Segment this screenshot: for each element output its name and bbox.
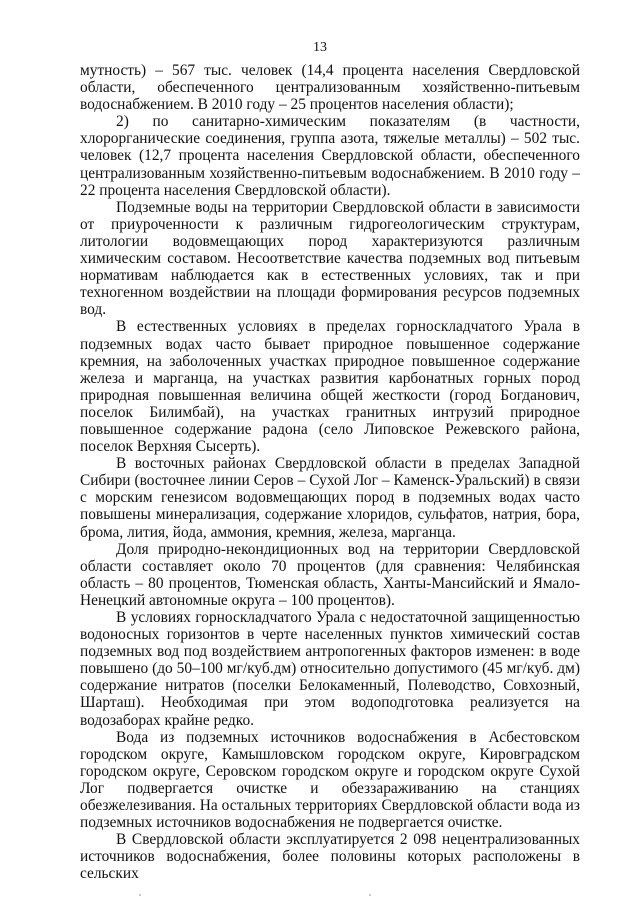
document-body <box>80 62 580 883</box>
page-number: 13 <box>313 40 327 55</box>
paragraph-7: В условиях горноскладчатого Урала с недостаточной защищенностью водоносных горизонтов в черте населенных пунктов химический состав подземных вод под воздействием антропогенных факторов изменен: в воде повышено (до 50–100 мг/куб.дм) относительно допустимого (45 мг/куб. дм) содержание нитратов (поселки Белокаменный, Полеводство, Совхозный, Шарташ). Необходимая при этом водоподготовка реализуется на водозаборах крайне редко. <box>80 609 580 729</box>
scan-specks-decoration <box>0 893 640 897</box>
paragraph-6: Доля природно-некондиционных вод на территории Свердловской области составляет около 70 процентов (для сравнения: Челябинская область – 80 процентов, Тюменская область, Ханты-Мансийский и Ямало-Ненецкий автономные округа – 100 процентов). <box>80 540 580 609</box>
paragraph-2: 2) по санитарно-химическим показателям (в частности, хлорорганические соединения, группа азота, тяжелые металлы) – 502 тыс. человек (12,7 процента населения Свердловской области, обеспеченного централизованным хозяйственно-питьевым водоснабжением. В 2010 году – 22 процента населения Свердловской области). <box>80 113 580 199</box>
paragraph-5: В восточных районах Свердловской области в пределах Западной Сибири (восточнее линии Серов – Сухой Лог – Каменск-Уральский) в связи с морским генезисом водовмещающих пород в подземных водах часто повышены минерализация, содержание хлоридов, сульфатов, натрия, бора, брома, лития, йода, аммония, кремния, железа, марганца. <box>80 455 580 541</box>
paragraph-3: Подземные воды на территории Свердловской области в зависимости от приуроченности к различным гидрогеологическим структурам, литологии водовмещающих пород характеризуются различным химическим составом. Несоответствие качества подземных вод питьевым нормативам наблюдается как в естественных условиях, так и при техногенном воздействии на площади формирования ресурсов подземных вод. <box>80 198 580 319</box>
paragraph-9: В Свердловской области эксплуатируется 2 098 нецентрализованных источников водоснабжения, более половины которых расположены в сельских <box>80 831 580 883</box>
paragraph-4: В естественных условиях в пределах горноскладчатого Урала в подземных водах часто бывает природное повышенное содержание кремния, на заболоченных участках природное повышенное содержание железа и марганца, на участках развития карбонатных горных пород природная повышенная величина общей жесткости (город Богданович, поселок Билимбай), на участках гранитных интрузий природное повышенное содержание радона (село Липовское Режевского района, поселок Верхняя Сысерть). <box>80 318 580 456</box>
paragraph-1: мутность) – 567 тыс. человек (14,4 процента населения Свердловской области, обеспеченного централизованным хозяйственно-питьевым водоснабжением. В 2010 году – 25 процентов населения области); <box>80 62 580 114</box>
paragraph-8: Вода из подземных источников водоснабжения в Асбестовском городском округе, Камышловском городском округе, Кировградском городском округе, Серовском городском округе и городском округе Сухой Лог подвергается очистке и обеззараживанию на станциях обезжелезивания. На остальных территориях Свердловской области вода из подземных источников водоснабжения не подвергается очистке. <box>80 728 580 832</box>
